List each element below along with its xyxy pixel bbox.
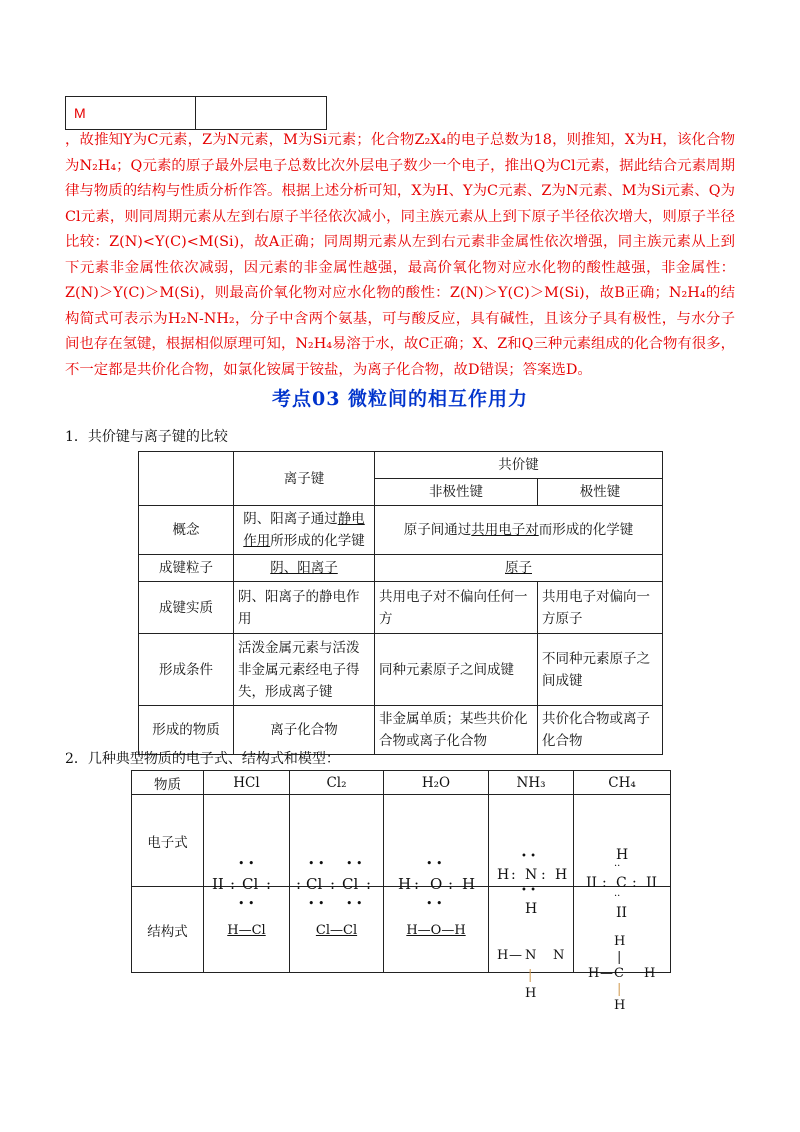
dots-top: • •: [426, 856, 443, 870]
top-table-cell-empty: [196, 97, 327, 130]
header-nonpolar: 非极性键: [375, 479, 538, 506]
header-hcl: HCl: [204, 771, 290, 795]
row-label-substances: 形成的物质: [139, 706, 234, 755]
row-label-structural-formula: 结构式: [132, 887, 204, 973]
atom-n-right: N: [553, 947, 565, 963]
dots-bottom: • •: [238, 896, 255, 910]
electron-formula-cl2: [290, 795, 384, 910]
concept-cov-a: 原子间通过: [403, 522, 472, 538]
atom-cl: Cl: [242, 874, 259, 893]
subheading-formulas: 2．几种典型物质的电子式、结构式和模型：: [65, 751, 340, 767]
bond-pair-bottom: ··: [614, 890, 621, 902]
concept-cov-underline: 共用电子对: [471, 522, 539, 538]
concept-ionic-underline: 静电作用: [243, 511, 365, 549]
atom-h-left: II: [586, 874, 598, 891]
bond-pair-top: ··: [614, 860, 621, 872]
atom-cl-right: Cl: [342, 874, 359, 893]
atom-h-left: H: [497, 947, 509, 963]
header-cl2: Cl₂: [290, 771, 384, 795]
bond-pair: :: [230, 874, 236, 893]
atom-h-top: H: [614, 933, 626, 949]
row-label-particles: 成键粒子: [139, 555, 234, 582]
dots-top-right: • •: [346, 856, 363, 870]
electron-formula-h2o: [384, 795, 489, 910]
dots-top-left: • •: [308, 856, 325, 870]
bond-comparison-table: [138, 451, 663, 755]
lone-pair-left: :: [296, 874, 302, 893]
top-table-cell-m: M: [66, 97, 196, 130]
bond-pair-right: :: [541, 866, 546, 883]
bond-pair: :: [330, 874, 336, 893]
header-nh3: NH₃: [489, 771, 574, 795]
substances-ionic: 离子化合物: [234, 706, 375, 755]
electron-formula-ch4: [574, 795, 671, 921]
bond-pair-left: :: [414, 874, 420, 893]
bond-left: —: [600, 965, 613, 981]
row-label-essence: 成键实质: [139, 582, 234, 634]
substances-nonpolar: 非金属单质；某些共价化合物或离子化合物: [375, 706, 538, 755]
concept-covalent: [375, 506, 663, 555]
atom-h: II: [212, 874, 224, 893]
atom-h-left: H: [588, 965, 600, 981]
particles-covalent: [375, 555, 663, 582]
dots-bottom-right: • •: [346, 896, 363, 910]
bond-down: |: [617, 981, 622, 997]
dots-top: • •: [521, 850, 536, 862]
atom-h-bottom: II: [616, 904, 628, 921]
conditions-nonpolar: 同种元素原子之间成键: [375, 634, 538, 706]
atom-h-right: H: [644, 965, 656, 981]
substances-polar: 共价化合物或离子化合物: [538, 706, 663, 755]
corner-cell: [139, 452, 234, 506]
explanation-paragraph: ，故推知Y为C元素，Z为N元素，M为Si元素；化合物Z₂X₄的电子总数为18，则推知，X为H，该化合物为N₂H₄；Q元素的原子最外层电子总数比次外层电子数少一个电子，推出Q为Cl元素，据此结合元素周期律与物质的结构与性质分析作答。根据上述分析可知，X为H、Y为C元素、Z为N元素、M为Si元素、Q为Cl元素，则同周期元素从左到右原子半径依次减小，同主族元素从上到下原子半径依次增大，则原子半径比较：Z(N)<Y(C)<M(Si)，故A正确；同周期元素从左到右元素非金属性依次增强，同主族元素从上到下元素非金属性依次减弱，因元素的非金属性越强，最高价氧化物对应水化物的酸性越强，非金属性：Z(N)＞Y(C)＞M(Si)，则最高价氧化物对应水化物的酸性：Z(N)＞Y(C)＞M(Si)，故B正确；N₂H₄的结构简式可表示为H₂N-NH₂，分子中含两个氨基，可与酸反应，具有碱性，且该分子具有极性，与水分子间也存在氢键，根据相似原理可知，N₂H₄易溶于水，故C正确；X、Z和Q三种元素组成的化合物有很多，不一定都是共价化合物，如氯化铵属于铵盐，为离子化合物，故D错误；答案选D。: [65, 132, 735, 378]
bond-pair-left: :: [511, 866, 516, 883]
answer-explanation: [65, 128, 735, 383]
structure-hcl-text: H—Cl: [227, 922, 266, 938]
bond-down: |: [528, 967, 533, 983]
header-ch4: CH₄: [574, 771, 671, 795]
atom-h-right: H: [555, 866, 568, 883]
subheading-bond-comparison: 1．共价键与离子键的比较: [65, 429, 228, 445]
lone-pair-right: :: [266, 874, 272, 893]
formula-table: [131, 770, 671, 1013]
atom-c: C: [614, 965, 624, 981]
atom-h-top: H: [616, 846, 629, 863]
electron-formula-hcl: [204, 795, 290, 910]
concept-ionic-a: 阴、阳离子通过: [243, 511, 338, 527]
atom-h-bottom: H: [525, 900, 538, 917]
essence-polar: 共用电子对偏向一方原子: [538, 582, 663, 634]
particles-ionic-text: 阴、阳离子: [270, 560, 338, 576]
atom-h-bottom: H: [525, 985, 537, 1001]
dots-bottom: • •: [426, 896, 443, 910]
atom-cl-left: Cl: [306, 874, 323, 893]
structure-ch4: [574, 887, 671, 1013]
essence-ionic: 阴、阳离子的静电作用: [234, 582, 375, 634]
atom-n: N: [525, 866, 538, 883]
electron-formula-nh3: [489, 795, 574, 917]
header-substance: 物质: [132, 771, 204, 795]
header-ionic: 离子键: [234, 452, 375, 506]
row-label-concept: 概念: [139, 506, 234, 555]
row-label-conditions: 形成条件: [139, 634, 234, 706]
atom-h-bottom: H: [614, 997, 626, 1013]
top-fragment-table: [65, 96, 327, 130]
atom-n: N: [525, 947, 537, 963]
concept-cov-b: 而形成的化学键: [538, 522, 634, 538]
structure-cl2-text: Cl—Cl: [315, 922, 358, 938]
atom-h-right: H: [462, 874, 476, 893]
conditions-polar: 不同种元素原子之间成键: [538, 634, 663, 706]
atom-c: C: [616, 874, 627, 891]
conditions-ionic: 活泼金属元素与活泼非金属元素经电子得失，形成离子键: [234, 634, 375, 706]
concept-ionic: [234, 506, 375, 555]
atom-h-left: H: [398, 874, 412, 893]
particles-ionic: [234, 555, 375, 582]
header-h2o: H₂O: [384, 771, 489, 795]
atom-h-right: II: [646, 874, 658, 891]
lone-pair-right: :: [366, 874, 372, 893]
dots-bottom: • •: [521, 884, 536, 896]
section-heading: 考点03 微粒间的相互作用力: [271, 388, 529, 410]
essence-nonpolar: 共用电子对不偏向任何一方: [375, 582, 538, 634]
structure-cl2: [290, 887, 384, 973]
structure-nh3: [489, 884, 574, 1001]
bond-pair-left: :: [602, 874, 607, 891]
particles-covalent-text: 原子: [505, 560, 532, 576]
dots-top: • •: [238, 856, 255, 870]
bond-pair-right: :: [448, 874, 454, 893]
concept-ionic-b: 所形成的化学键: [270, 533, 365, 549]
structure-h2o-text: H—O—H: [406, 922, 466, 938]
atom-h-left: H: [497, 866, 510, 883]
header-polar: 极性键: [538, 479, 663, 506]
bond-left: —: [509, 947, 522, 963]
row-label-electron-formula: 电子式: [132, 795, 204, 887]
header-covalent: 共价键: [375, 452, 663, 479]
bond-up: |: [617, 949, 622, 965]
bond-pair-right: :: [632, 874, 637, 891]
dots-bottom-left: • •: [308, 896, 325, 910]
atom-o: O: [430, 874, 443, 893]
